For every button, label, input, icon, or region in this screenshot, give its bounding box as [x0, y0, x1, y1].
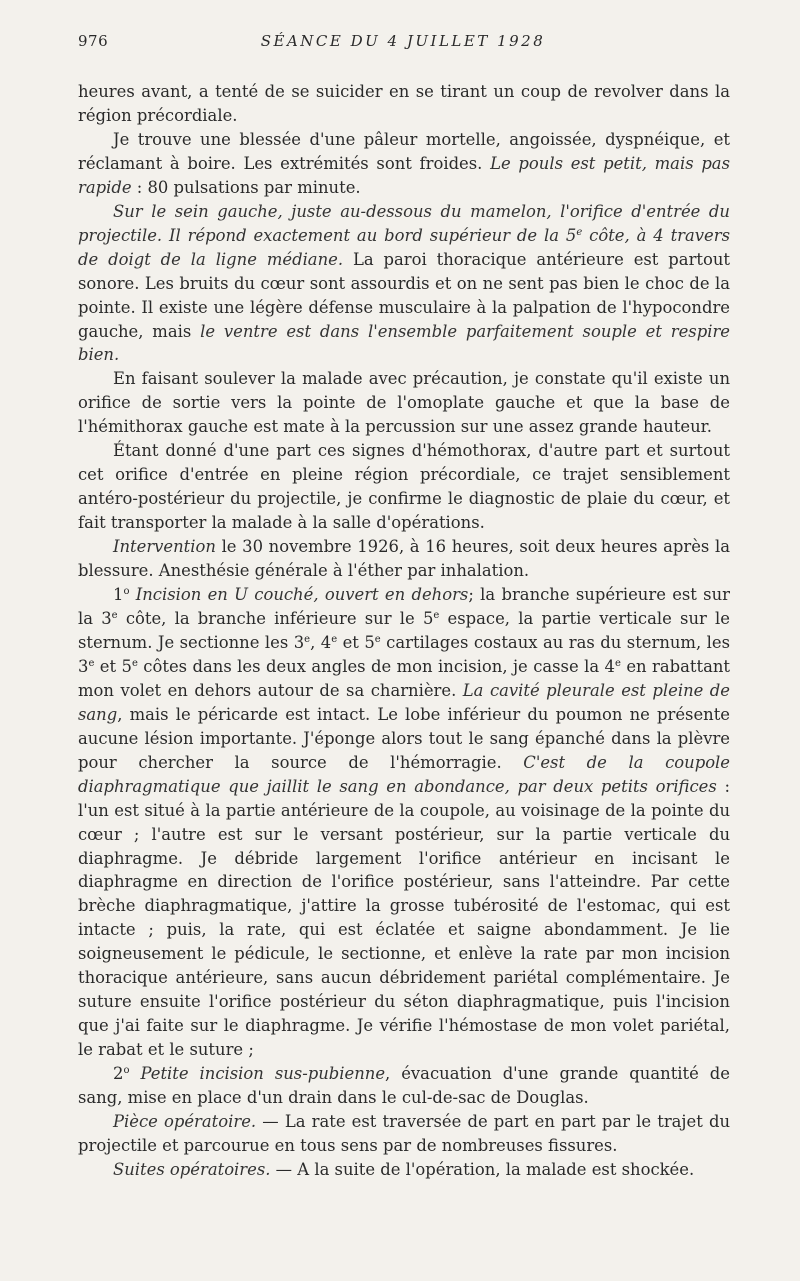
running-title: SÉANCE DU 4 JUILLET 1928 — [260, 32, 546, 50]
paragraph — [78, 128, 730, 200]
body-text — [78, 80, 730, 1182]
text-run: La paroi thoracique antérieure est partout sonore. Les bruits du cœur sont assourdis et on ne sent pas bien le choc de la pointe. Il existe une légère défense musculaire à la palpation de l'hypocondre gauche, mais — [78, 249, 730, 341]
text-run — [129, 1064, 140, 1083]
paragraph — [78, 1062, 730, 1110]
superscript: e — [374, 633, 381, 645]
italic-text: Sur le sein gauche, juste au-dessous du mamelon, l'orifice d'entrée du projectile. Il répond exactement au bord supérieur de la 5 — [78, 201, 730, 245]
text-run: — La rate est traversée de part en part par le trajet du projectile et parcourue en tous sens par de nombreuses fissures. — [78, 1111, 730, 1155]
paragraph — [78, 1158, 730, 1182]
paragraph — [78, 200, 730, 368]
text-run: cartilages costaux au ras du sternum, les 3 — [78, 632, 731, 676]
superscript: o — [123, 586, 130, 598]
text-run: : l'un est situé à la partie antérieure de la coupole, au voisinage de la pointe du cœur ; l'autre est sur le versant postérieur, sur la partie verticale du diaphragme. Je débride largement l'orifice antérieur en incisant le diaphragme en direction de l'orifice postérieur, sans l'atteindre. Par cette brèche diaphragmatique, j'attire la grosse tubérosité de l'estomac, qui est intacte ; puis, la rate, qui est éclatée et saigne abondamment. Je lie soigneusement le pédicule, le sectionne, et enlève la rate par mon incision thoracique antérieure, sans aucun débridement pariétal complémentaire. Je suture ensuite l'orifice postérieur du séton diaphragmatique, puis l'incision que j'ai faite sur le diaphragme. Je vérifie l'hémostase de mon volet pariétal, le rabat et le suture ; — [78, 776, 730, 1060]
paragraph — [78, 367, 730, 439]
superscript: e — [614, 657, 621, 669]
page-header — [78, 32, 728, 58]
text-run: , mais le péricarde est intact. Le lobe inférieur du poumon ne présente aucune lésion importante. J'éponge alors tout le sang épanché dans la plèvre pour chercher la source de l'hémorragie. — [78, 704, 730, 772]
italic-text: Incision en U couché, ouvert en dehors — [135, 585, 469, 605]
superscript: e — [111, 609, 118, 621]
text-run: heures avant, a tenté de se suicider en se tirant un coup de revolver dans la région précordiale. — [78, 82, 730, 125]
text-run: , évacuation d'une grande quantité de sang, mise en place d'un drain dans le cul-de-sac de Douglas. — [78, 1064, 730, 1108]
text-run: ; la branche supérieure est sur la 3 — [78, 585, 730, 628]
text-run: En faisant soulever la malade avec précaution, je constate qu'il existe un orifice de sortie vers la pointe de l'omoplate gauche et que la base de l'hémithorax gauche est mate à la percussion sur une assez grande hauteur. — [78, 369, 730, 437]
text-run: 2 — [113, 1064, 124, 1084]
superscript: o — [123, 1065, 130, 1077]
text-run: côte, la branche inférieure sur le 5 — [117, 608, 434, 628]
superscript: e — [88, 657, 95, 669]
text-run: et 5 — [94, 656, 132, 676]
superscript: e — [576, 226, 583, 238]
text-run: et 5 — [337, 632, 375, 652]
italic-text: le ventre est dans l'ensemble parfaitement souple et respire bien. — [78, 321, 730, 365]
italic-text: La cavité pleurale est pleine de sang — [78, 680, 731, 724]
paragraph — [78, 80, 730, 128]
text-run: côtes dans les deux angles de mon incision, je casse la 4 — [137, 656, 615, 676]
text-run: 1 — [113, 585, 124, 605]
italic-text: Suites opératoires. — [113, 1159, 271, 1179]
italic-text: côte, à 4 travers de doigt de la ligne médiane. — [78, 225, 730, 269]
italic-text: Le pouls est petit, mais pas rapide — [78, 153, 730, 197]
text-run: en rabattant mon volet en dehors autour de sa charnière. — [78, 656, 730, 700]
text-run: espace, la partie verticale sur le sternum. Je sectionne les 3 — [78, 608, 730, 652]
italic-text: Pièce opératoire. — [113, 1111, 257, 1131]
paragraph — [78, 535, 730, 583]
paragraph — [78, 1110, 730, 1158]
superscript: e — [131, 657, 138, 669]
superscript: e — [331, 633, 338, 645]
paragraph — [78, 583, 730, 1062]
text-run: Étant donné d'une part ces signes d'hémothorax, d'autre part et surtout cet orifice d'entrée en pleine région précordiale, ce trajet sensiblement antéro-postérieur du projectile, je confirme le diagnostic de plaie du cœur, et fait transporter la malade à la salle d'opérations. — [78, 441, 730, 533]
italic-text: Intervention — [113, 537, 216, 557]
superscript: e — [304, 633, 311, 645]
italic-text: C'est de la coupole diaphragmatique que jaillit le sang en abondance, par deux petits orifices — [78, 752, 730, 796]
text-run: Je trouve une blessée d'une pâleur mortelle, angoissée, dyspnéique, et réclamant à boire. Les extrémités sont froides. — [78, 129, 730, 173]
text-run: , 4 — [310, 632, 332, 652]
page-number: 976 — [78, 32, 109, 50]
text-run: le 30 novembre 1926, à 16 heures, soit deux heures après la blessure. Anesthésie générale à l'éther par inhalation. — [78, 537, 730, 581]
superscript: e — [433, 609, 440, 621]
paragraph — [78, 439, 730, 535]
text-run: : 80 pulsations par minute. — [131, 177, 361, 197]
italic-text: Petite incision sus-pubienne — [140, 1064, 386, 1084]
text-run: — A la suite de l'opération, la malade est shockée. — [270, 1159, 695, 1179]
